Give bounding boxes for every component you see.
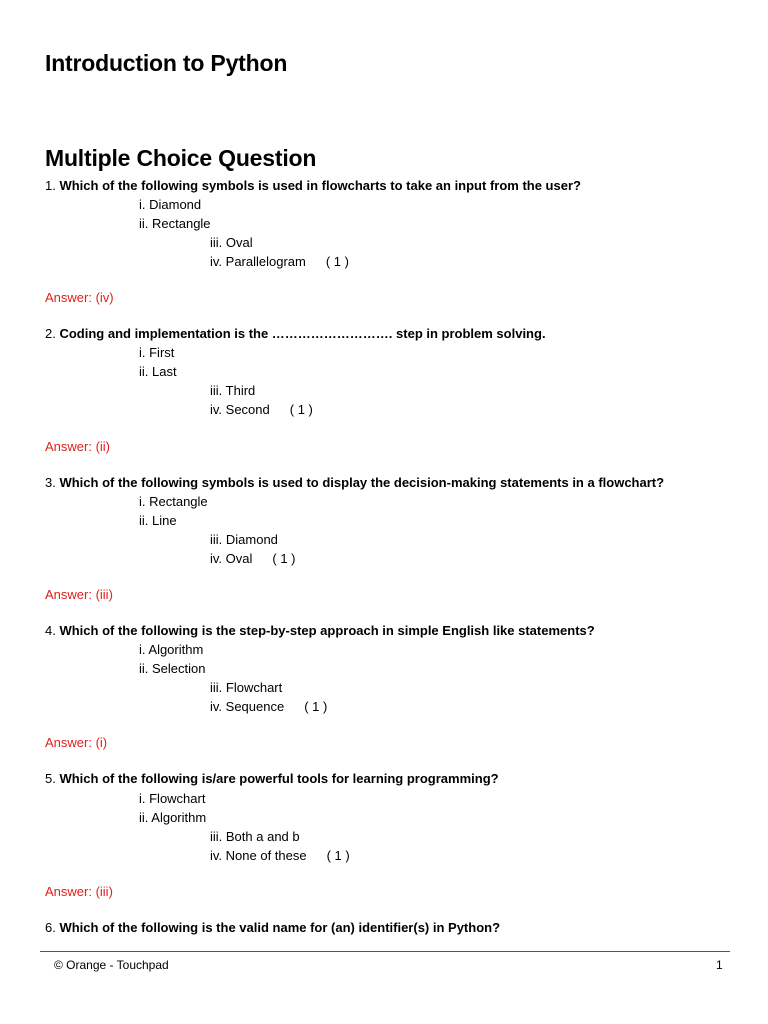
- answer-4: Answer: (i): [45, 735, 108, 750]
- option-iv-row: [210, 254, 349, 269]
- question-number: 2.: [45, 326, 56, 341]
- question-number: 6.: [45, 920, 56, 935]
- footer-divider: [40, 951, 730, 952]
- option-iii: iii. Flowchart: [210, 680, 283, 695]
- question-6: [45, 920, 500, 935]
- option-ii: ii. Algorithm: [139, 810, 207, 825]
- question-number: 3.: [45, 475, 56, 490]
- question-number: 1.: [45, 178, 56, 193]
- option-i: i. Flowchart: [139, 791, 206, 806]
- option-iv: iv. Parallelogram: [210, 254, 306, 269]
- option-ii: ii. Rectangle: [139, 216, 211, 231]
- marks: ( 1 ): [272, 551, 296, 566]
- question-4: [45, 623, 595, 638]
- marks: ( 1 ): [325, 254, 349, 269]
- question-1: [45, 178, 581, 193]
- document-title: Introduction to Python: [45, 50, 288, 76]
- question-text: Which of the following symbols is used to display the decision-making statements in a flowchart?: [59, 475, 665, 490]
- footer-copyright: © Orange - Touchpad: [54, 958, 169, 972]
- option-iv: iv. Second: [210, 402, 270, 417]
- option-iv-row: [210, 402, 313, 417]
- option-i: i. Algorithm: [139, 642, 204, 657]
- question-5: [45, 771, 499, 786]
- answer-1: Answer: (iv): [45, 290, 114, 305]
- option-iv: iv. None of these: [210, 848, 307, 863]
- question-3: [45, 475, 664, 490]
- option-ii: ii. Line: [139, 513, 177, 528]
- question-text: Which of the following is the step-by-step approach in simple English like statements?: [59, 623, 595, 638]
- answer-2: Answer: (ii): [45, 439, 111, 454]
- question-number: 4.: [45, 623, 56, 638]
- marks: ( 1 ): [289, 402, 313, 417]
- option-iii: iii. Third: [210, 383, 256, 398]
- question-text: Which of the following is/are powerful tools for learning programming?: [59, 771, 499, 786]
- section-title: Multiple Choice Question: [45, 145, 317, 171]
- question-text: Coding and implementation is the ………………………. step in problem solving.: [59, 326, 546, 341]
- marks: ( 1 ): [304, 699, 328, 714]
- option-iv: iv. Sequence: [210, 699, 285, 714]
- option-i: i. First: [139, 345, 175, 360]
- option-iii: iii. Oval: [210, 235, 253, 250]
- question-text: Which of the following symbols is used in flowcharts to take an input from the user?: [59, 178, 581, 193]
- footer-page-number: 1: [716, 958, 723, 972]
- option-iv-row: [210, 699, 327, 714]
- question-number: 5.: [45, 771, 56, 786]
- question-text: Which of the following is the valid name for (an) identifier(s) in Python?: [59, 920, 501, 935]
- answer-5: Answer: (iii): [45, 884, 113, 899]
- option-ii: ii. Last: [139, 364, 177, 379]
- answer-3: Answer: (iii): [45, 587, 113, 602]
- option-i: i. Rectangle: [139, 494, 208, 509]
- option-i: i. Diamond: [139, 197, 202, 212]
- option-iii: iii. Both a and b: [210, 829, 300, 844]
- option-iii: iii. Diamond: [210, 532, 278, 547]
- option-iv: iv. Oval: [210, 551, 253, 566]
- option-ii: ii. Selection: [139, 661, 206, 676]
- question-2: [45, 326, 546, 341]
- marks: ( 1 ): [326, 848, 350, 863]
- option-iv-row: [210, 551, 296, 566]
- option-iv-row: [210, 848, 350, 863]
